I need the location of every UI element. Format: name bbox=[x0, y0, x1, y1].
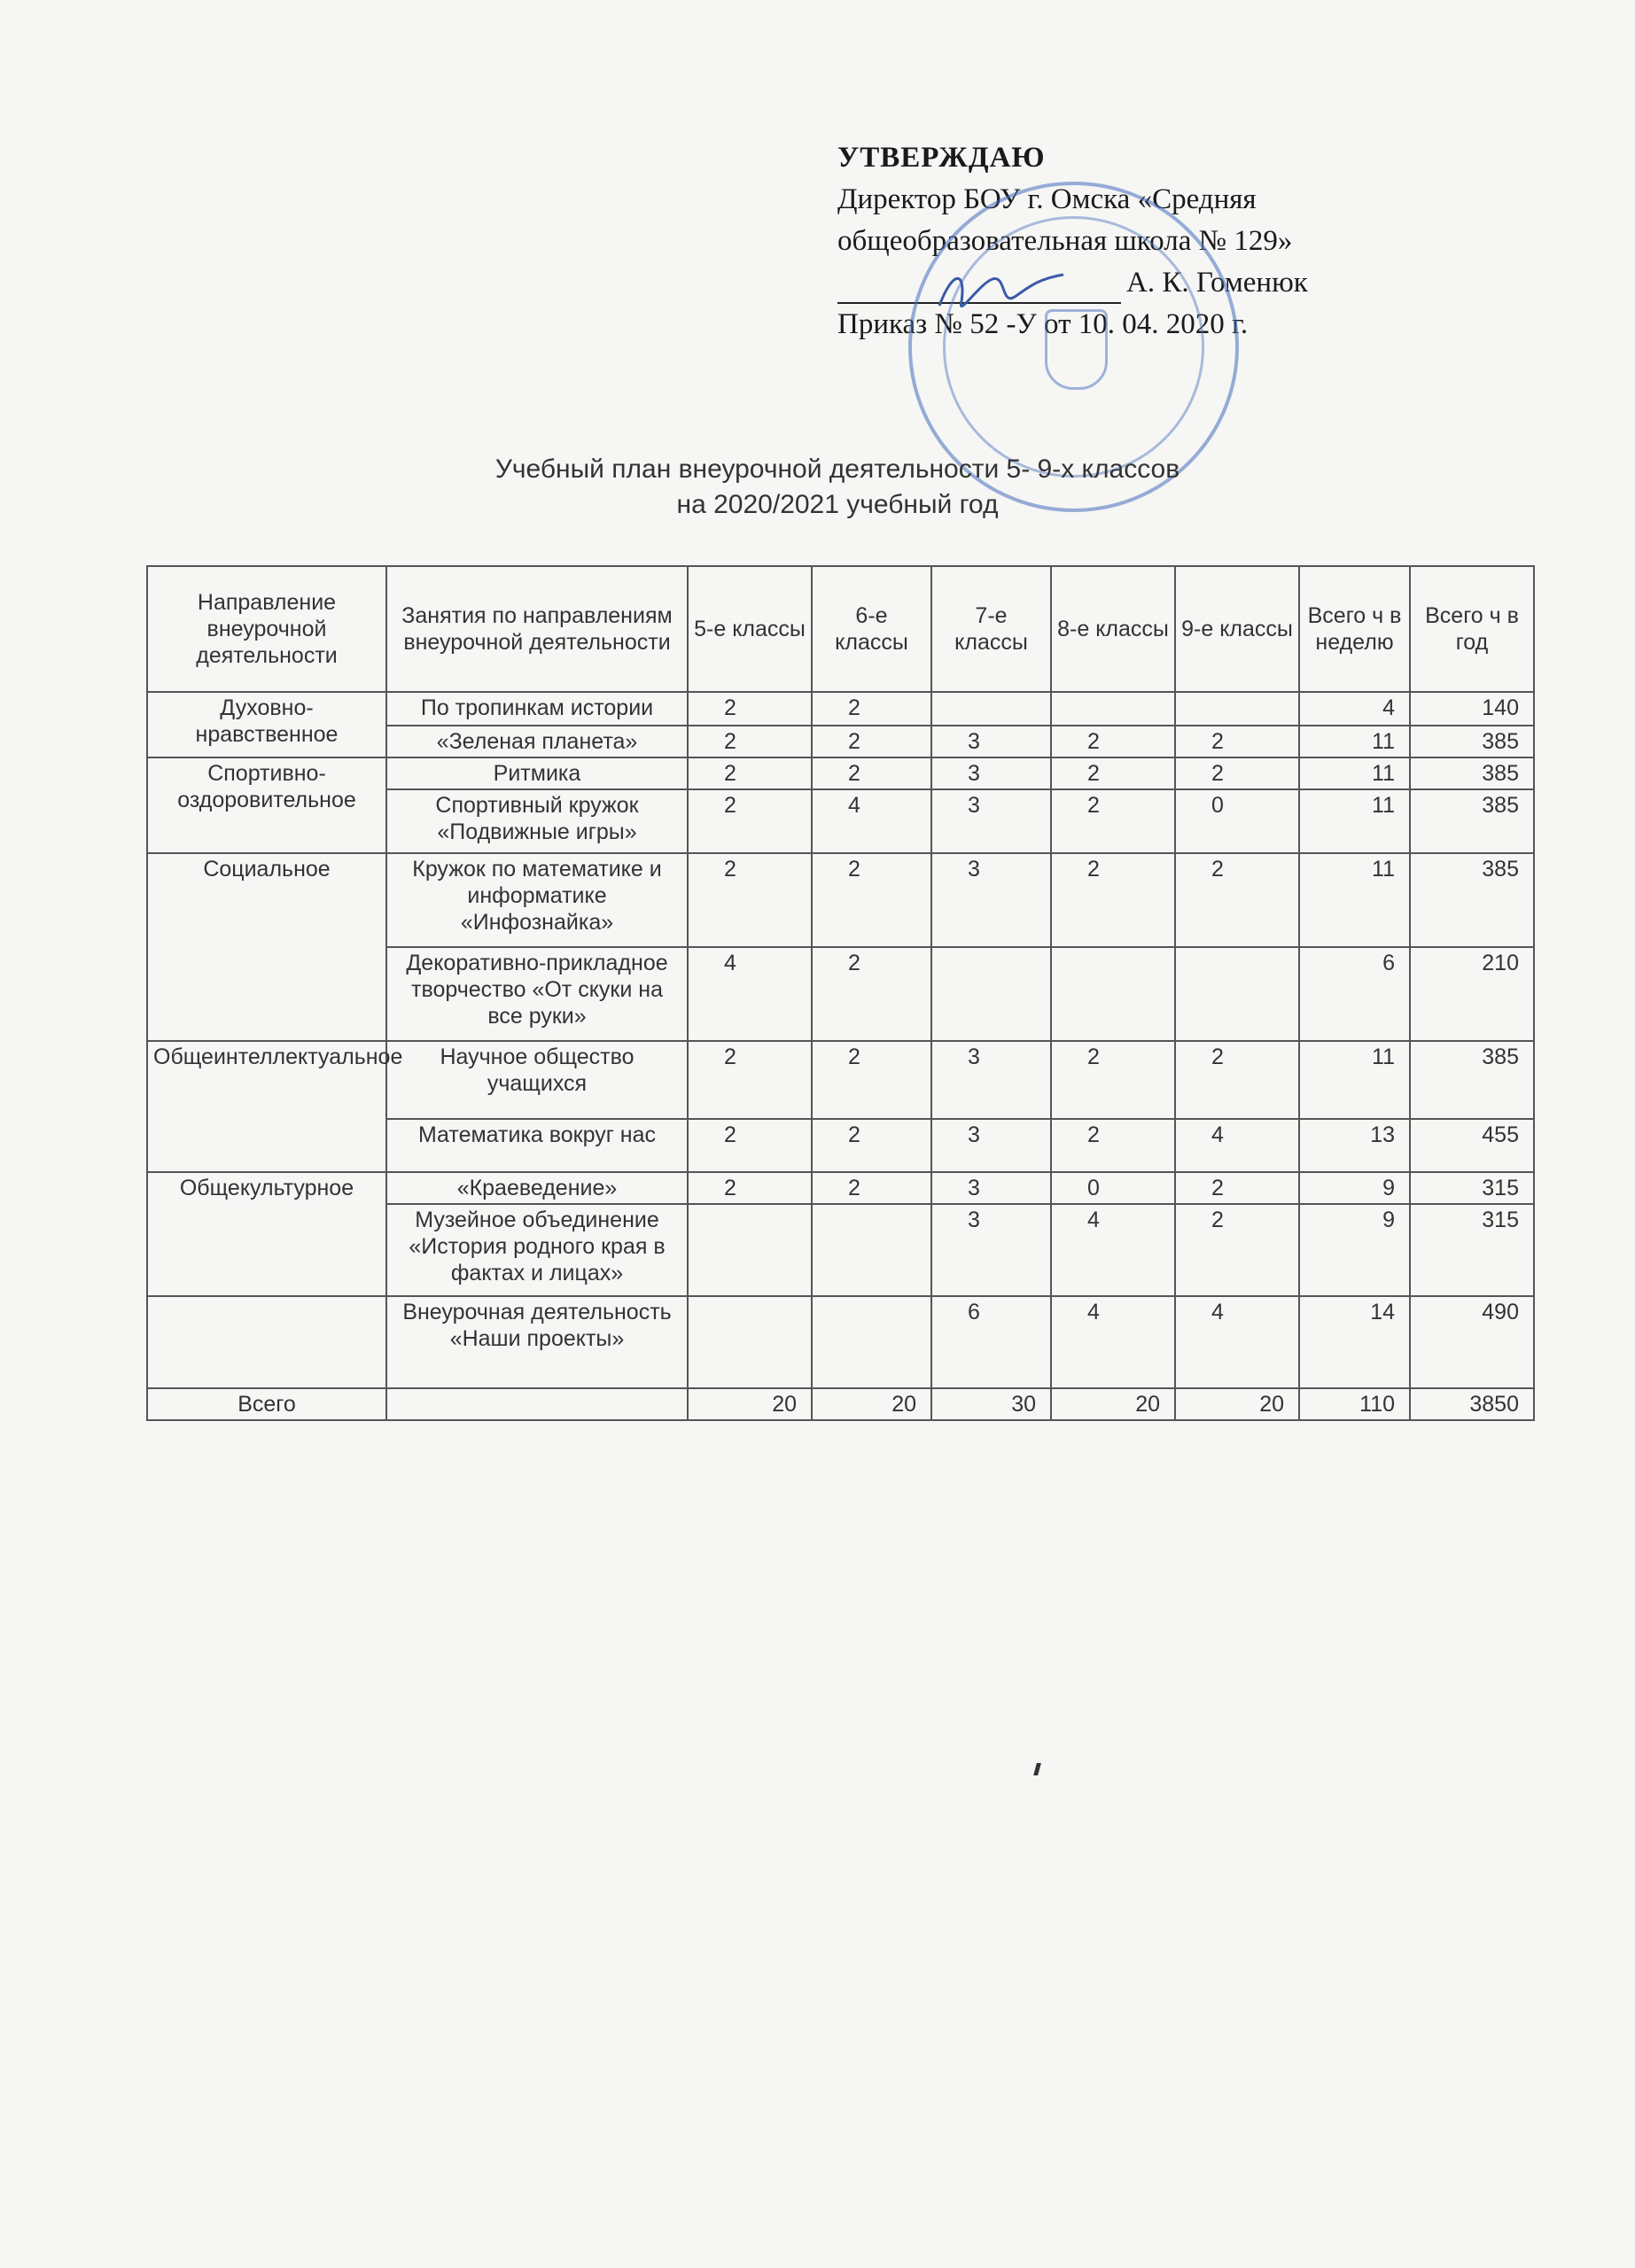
week-total-cell: 11 bbox=[1299, 853, 1410, 947]
grade-8-cell bbox=[1051, 692, 1175, 726]
week-total-cell: 11 bbox=[1299, 726, 1410, 757]
grade-6-cell: 4 bbox=[812, 789, 931, 853]
grade-7-cell: 3 bbox=[931, 853, 1051, 947]
header-direction: Направление внеурочной деятельности bbox=[147, 566, 386, 692]
activity-cell: «Зеленая планета» bbox=[386, 726, 688, 757]
grade-5-cell: 2 bbox=[688, 853, 812, 947]
grade-8-cell bbox=[1051, 947, 1175, 1041]
week-total-cell: 9 bbox=[1299, 1172, 1410, 1204]
grade-6-cell: 2 bbox=[812, 947, 931, 1041]
grade-8-cell: 0 bbox=[1051, 1172, 1175, 1204]
grade-5-cell: 2 bbox=[688, 692, 812, 726]
total-grade-8: 20 bbox=[1051, 1388, 1175, 1420]
grade-5-cell: 2 bbox=[688, 1172, 812, 1204]
year-total-cell: 455 bbox=[1410, 1119, 1534, 1172]
signature-line bbox=[837, 262, 1458, 304]
header-hours-week: Всего ч в неделю bbox=[1299, 566, 1410, 692]
curriculum-table bbox=[146, 565, 1535, 1421]
approval-line-1: Директор БОУ г. Омска «Средняя bbox=[837, 183, 1257, 215]
document-title bbox=[0, 452, 1635, 523]
grade-8-cell: 2 bbox=[1051, 1119, 1175, 1172]
week-total-cell: 4 bbox=[1299, 692, 1410, 726]
table-row bbox=[147, 1041, 1534, 1119]
header-activity: Занятия по направлениям внеурочной деятельности bbox=[386, 566, 688, 692]
grade-5-cell bbox=[688, 1204, 812, 1296]
year-total-cell: 315 bbox=[1410, 1172, 1534, 1204]
grade-6-cell: 2 bbox=[812, 1041, 931, 1119]
year-total-cell: 210 bbox=[1410, 947, 1534, 1041]
grade-6-cell bbox=[812, 1296, 931, 1388]
grade-9-cell: 2 bbox=[1175, 757, 1299, 789]
week-total-cell: 11 bbox=[1299, 789, 1410, 853]
approval-line-2: общеобразовательная школа № 129» bbox=[837, 225, 1293, 257]
grade-8-cell: 4 bbox=[1051, 1296, 1175, 1388]
week-total-cell: 11 bbox=[1299, 757, 1410, 789]
total-label: Всего bbox=[147, 1388, 386, 1420]
grade-7-cell bbox=[931, 692, 1051, 726]
grade-7-cell: 3 bbox=[931, 726, 1051, 757]
grade-9-cell: 2 bbox=[1175, 1041, 1299, 1119]
week-total-cell: 11 bbox=[1299, 1041, 1410, 1119]
total-year: 3850 bbox=[1410, 1388, 1534, 1420]
grade-6-cell: 2 bbox=[812, 853, 931, 947]
year-total-cell: 385 bbox=[1410, 726, 1534, 757]
grade-5-cell: 2 bbox=[688, 1041, 812, 1119]
grade-7-cell bbox=[931, 947, 1051, 1041]
table-row bbox=[147, 1296, 1534, 1388]
activity-cell: По тропинкам истории bbox=[386, 692, 688, 726]
grade-5-cell bbox=[688, 1296, 812, 1388]
activity-cell: Ритмика bbox=[386, 757, 688, 789]
approval-block bbox=[837, 137, 1458, 346]
total-grade-5: 20 bbox=[688, 1388, 812, 1420]
grade-7-cell: 3 bbox=[931, 1119, 1051, 1172]
total-grade-6: 20 bbox=[812, 1388, 931, 1420]
signature-underline bbox=[837, 272, 1121, 304]
grade-5-cell: 2 bbox=[688, 726, 812, 757]
direction-cell: Спортивно-оздоровительное bbox=[147, 757, 386, 853]
year-total-cell: 140 bbox=[1410, 692, 1534, 726]
title-line-1: Учебный план внеурочной деятельности 5- 9-х классов bbox=[494, 454, 1180, 484]
grade-6-cell: 2 bbox=[812, 1172, 931, 1204]
year-total-cell: 385 bbox=[1410, 1041, 1534, 1119]
year-total-cell: 385 bbox=[1410, 853, 1534, 947]
grade-6-cell: 2 bbox=[812, 1119, 931, 1172]
activity-cell: Музейное объединение «История родного края в фактах и лицах» bbox=[386, 1204, 688, 1296]
activity-cell: Кружок по математике и информатике «Инфознайка» bbox=[386, 853, 688, 947]
title-line-2: на 2020/2021 учебный год bbox=[676, 490, 999, 519]
grade-9-cell: 4 bbox=[1175, 1296, 1299, 1388]
header-row bbox=[147, 566, 1534, 692]
year-total-cell: 490 bbox=[1410, 1296, 1534, 1388]
grade-9-cell: 0 bbox=[1175, 789, 1299, 853]
grade-5-cell: 2 bbox=[688, 757, 812, 789]
table-row bbox=[147, 853, 1534, 947]
grade-7-cell: 3 bbox=[931, 1172, 1051, 1204]
table-row bbox=[147, 692, 1534, 726]
grade-9-cell: 4 bbox=[1175, 1119, 1299, 1172]
grade-8-cell: 2 bbox=[1051, 1041, 1175, 1119]
header-hours-year: Всего ч в год bbox=[1410, 566, 1534, 692]
week-total-cell: 6 bbox=[1299, 947, 1410, 1041]
table-row bbox=[147, 757, 1534, 789]
activity-cell: Математика вокруг нас bbox=[386, 1119, 688, 1172]
grade-9-cell: 2 bbox=[1175, 1204, 1299, 1296]
grade-9-cell: 2 bbox=[1175, 853, 1299, 947]
total-week: 110 bbox=[1299, 1388, 1410, 1420]
header-grade-7: 7-е классы bbox=[931, 566, 1051, 692]
week-total-cell: 14 bbox=[1299, 1296, 1410, 1388]
grade-5-cell: 4 bbox=[688, 947, 812, 1041]
header-grade-8: 8-е классы bbox=[1051, 566, 1175, 692]
grade-9-cell bbox=[1175, 947, 1299, 1041]
direction-cell: Социальное bbox=[147, 853, 386, 1041]
total-row bbox=[147, 1388, 1534, 1420]
stray-pen-mark bbox=[1033, 1763, 1041, 1775]
year-total-cell: 385 bbox=[1410, 789, 1534, 853]
order-line: Приказ № 52 -У от 10. 04. 2020 г. bbox=[837, 308, 1249, 340]
activity-cell: Научное общество учащихся bbox=[386, 1041, 688, 1119]
direction-cell: Духовно-нравственное bbox=[147, 692, 386, 757]
direction-cell: Общекультурное bbox=[147, 1172, 386, 1296]
header-grade-5: 5-е классы bbox=[688, 566, 812, 692]
approval-heading: УТВЕРЖДАЮ bbox=[837, 142, 1046, 174]
grade-8-cell: 2 bbox=[1051, 726, 1175, 757]
grade-6-cell: 2 bbox=[812, 757, 931, 789]
year-total-cell: 315 bbox=[1410, 1204, 1534, 1296]
week-total-cell: 13 bbox=[1299, 1119, 1410, 1172]
grade-6-cell: 2 bbox=[812, 692, 931, 726]
activity-cell: Внеурочная деятельность «Наши проекты» bbox=[386, 1296, 688, 1388]
grade-8-cell: 4 bbox=[1051, 1204, 1175, 1296]
grade-9-cell: 2 bbox=[1175, 1172, 1299, 1204]
grade-8-cell: 2 bbox=[1051, 757, 1175, 789]
year-total-cell: 385 bbox=[1410, 757, 1534, 789]
header-grade-6: 6-е классы bbox=[812, 566, 931, 692]
total-activity-cell bbox=[386, 1388, 688, 1420]
grade-7-cell: 3 bbox=[931, 789, 1051, 853]
direction-cell bbox=[147, 1296, 386, 1388]
grade-9-cell bbox=[1175, 692, 1299, 726]
grade-7-cell: 3 bbox=[931, 1041, 1051, 1119]
activity-cell: Декоративно-прикладное творчество «От скуки на все руки» bbox=[386, 947, 688, 1041]
table-row bbox=[147, 1172, 1534, 1204]
grade-8-cell: 2 bbox=[1051, 853, 1175, 947]
grade-9-cell: 2 bbox=[1175, 726, 1299, 757]
grade-8-cell: 2 bbox=[1051, 789, 1175, 853]
signatory-name: А. К. Гоменюк bbox=[1126, 267, 1308, 299]
grade-6-cell bbox=[812, 1204, 931, 1296]
total-grade-7: 30 bbox=[931, 1388, 1051, 1420]
grade-7-cell: 6 bbox=[931, 1296, 1051, 1388]
grade-7-cell: 3 bbox=[931, 1204, 1051, 1296]
total-grade-9: 20 bbox=[1175, 1388, 1299, 1420]
grade-7-cell: 3 bbox=[931, 757, 1051, 789]
grade-6-cell: 2 bbox=[812, 726, 931, 757]
header-grade-9: 9-е классы bbox=[1175, 566, 1299, 692]
activity-cell: «Краеведение» bbox=[386, 1172, 688, 1204]
grade-5-cell: 2 bbox=[688, 789, 812, 853]
grade-5-cell: 2 bbox=[688, 1119, 812, 1172]
week-total-cell: 9 bbox=[1299, 1204, 1410, 1296]
activity-cell: Спортивный кружок «Подвижные игры» bbox=[386, 789, 688, 853]
direction-cell: Общеинтеллектуальное bbox=[147, 1041, 386, 1172]
